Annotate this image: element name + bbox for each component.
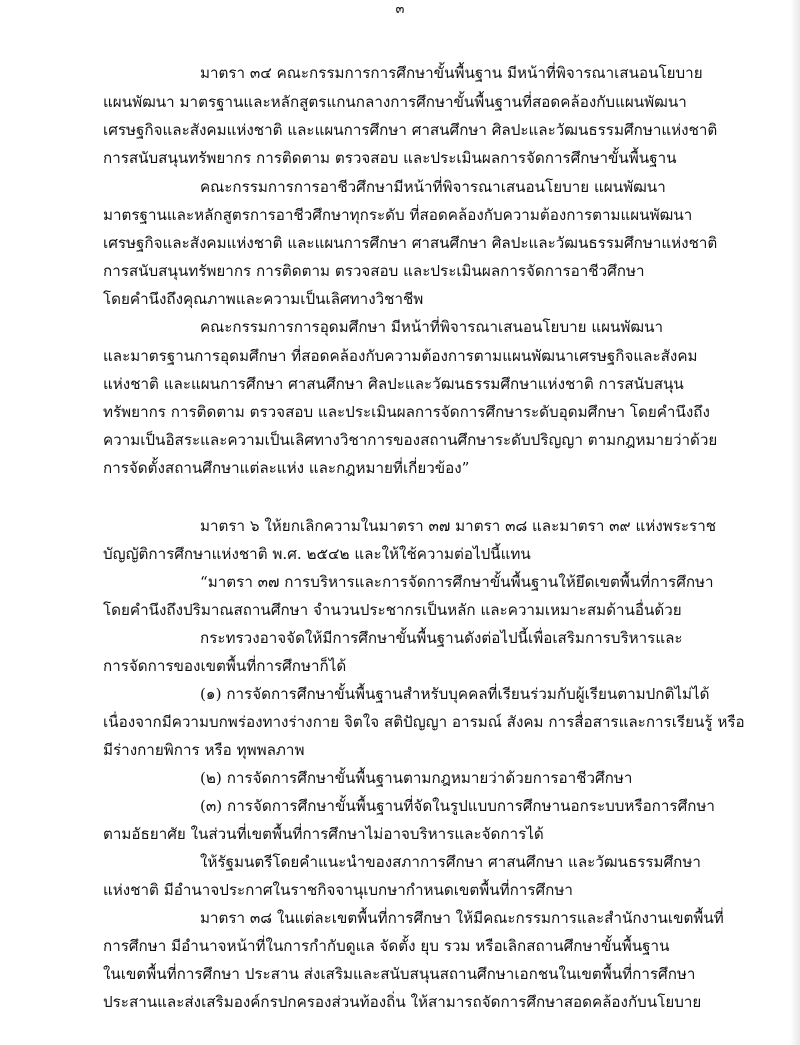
text-line: กระทรวงอาจจัดให้มีการศึกษาขั้นพื้นฐานดังต่อไปนี้เพื่อเสริมการบริหารและ xyxy=(200,629,683,647)
text-line: มีร่างกายพิการ หรือ ทุพพลภาพ xyxy=(103,741,305,759)
text-line: ความเป็นอิสระและความเป็นเลิศทางวิชาการของสถานศึกษาระดับปริญญา ตามกฎหมายว่าด้วย xyxy=(103,431,718,449)
text-line: คณะกรรมการการอุดมศึกษา มีหน้าที่พิจารณาเสนอนโยบาย แผนพัฒนา xyxy=(200,318,664,336)
scan-edge-shadow xyxy=(790,0,800,1045)
text-line: ตามอัธยาศัย ในส่วนที่เขตพื้นที่การศึกษาไม่อาจบริหารและจัดการได้ xyxy=(103,825,544,843)
text-line: การจัดตั้งสถานศึกษาแต่ละแห่ง และกฎหมายที่เกี่ยวข้อง” xyxy=(103,459,470,477)
page-number: ๓ xyxy=(395,2,405,17)
text-line: ทรัพยากร การติดตาม ตรวจสอบ และประเมินผลการจัดการศึกษาระดับอุดมศึกษา โดยคำนึงถึง xyxy=(103,403,710,421)
text-line: มาตรา ๓๘ ในแต่ละเขตพื้นที่การศึกษา ให้มีคณะกรรมการและสำนักงานเขตพื้นที่ xyxy=(200,909,724,927)
text-line: แห่งชาติ มีอำนาจประกาศในราชกิจจานุเบกษากำหนดเขตพื้นที่การศึกษา xyxy=(103,881,573,899)
text-line: และมาตรฐานการอุดมศึกษา ที่สอดคล้องกับความต้องการตามแผนพัฒนาเศรษฐกิจและสังคม xyxy=(103,347,698,365)
text-line: โดยคำนึงถึงปริมาณสถานศึกษา จำนวนประชากรเป็นหลัก และความเหมาะสมด้านอื่นด้วย xyxy=(103,601,682,619)
text-line: ให้รัฐมนตรีโดยคำแนะนำของสภาการศึกษา ศาสนศึกษา และวัฒนธรรมศึกษา xyxy=(200,853,701,871)
text-line: มาตรา ๓๔ คณะกรรมการการศึกษาขั้นพื้นฐาน มีหน้าที่พิจารณาเสนอนโยบาย xyxy=(200,64,703,82)
text-line: การสนับสนุนทรัพยากร การติดตาม ตรวจสอบ และประเมินผลการจัดการอาชีวศึกษา xyxy=(103,262,645,280)
text-line: การศึกษา มีอำนาจหน้าที่ในการกำกับดูแล จัดตั้ง ยุบ รวม หรือเลิกสถานศึกษาขั้นพื้นฐาน xyxy=(103,937,670,955)
text-line: ในเขตพื้นที่การศึกษา ประสาน ส่งเสริมและสนับสนุนสถานศึกษาเอกชนในเขตพื้นที่การศึกษา xyxy=(103,965,696,983)
text-line: มาตรา ๖ ให้ยกเลิกความในมาตรา ๓๗ มาตรา ๓๘ และมาตรา ๓๙ แห่งพระราช xyxy=(200,517,717,535)
text-line: เนื่องจากมีความบกพร่องทางร่างกาย จิตใจ สติปัญญา อารมณ์ สังคม การสื่อสารและการเรียนรู้ หรือ xyxy=(103,713,745,731)
text-line: “มาตรา ๓๗ การบริหารและการจัดการศึกษาขั้นพื้นฐานให้ยึดเขตพื้นที่การศึกษา xyxy=(200,573,714,591)
text-line: เศรษฐกิจและสังคมแห่งชาติ และแผนการศึกษา ศาสนศึกษา ศิลปะและวัฒนธรรมศึกษาแห่งชาติ xyxy=(103,234,718,252)
text-line: (๓) การจัดการศึกษาขั้นพื้นฐานที่จัดในรูปแบบการศึกษานอกระบบหรือการศึกษา xyxy=(200,797,715,815)
text-line: คณะกรรมการการอาชีวศึกษามีหน้าที่พิจารณาเสนอนโยบาย แผนพัฒนา xyxy=(200,178,666,196)
text-line: แผนพัฒนา มาตรฐานและหลักสูตรแกนกลางการศึกษาขั้นพื้นฐานที่สอดคล้องกับแผนพัฒนา xyxy=(103,93,687,111)
text-line: เศรษฐกิจและสังคมแห่งชาติ และแผนการศึกษา ศาสนศึกษา ศิลปะและวัฒนธรรมศึกษาแห่งชาติ xyxy=(103,121,718,139)
text-line: ประสานและส่งเสริมองค์กรปกครองส่วนท้องถิ่น ให้สามารถจัดการศึกษาสอดคล้องกับนโยบาย xyxy=(103,993,702,1011)
text-line: การจัดการของเขตพื้นที่การศึกษาก็ได้ xyxy=(103,657,347,675)
text-line: บัญญัติการศึกษาแห่งชาติ พ.ศ. ๒๕๔๒ และให้ใช้ความต่อไปนี้แทน xyxy=(103,545,531,563)
text-line: (๒) การจัดการศึกษาขั้นพื้นฐานตามกฎหมายว่าด้วยการอาชีวศึกษา xyxy=(200,769,633,787)
text-line: (๑) การจัดการศึกษาขั้นพื้นฐานสำหรับบุคคลที่เรียนร่วมกับผู้เรียนตามปกติไม่ได้ xyxy=(200,685,710,703)
text-line: โดยคำนึงถึงคุณภาพและความเป็นเลิศทางวิชาชีพ xyxy=(103,290,424,308)
text-line: แห่งชาติ และแผนการศึกษา ศาสนศึกษา ศิลปะและวัฒนธรรมศึกษาแห่งชาติ การสนับสนุน xyxy=(103,375,684,393)
text-line: มาตรฐานและหลักสูตรการอาชีวศึกษาทุกระดับ ที่สอดคล้องกับความต้องการตามแผนพัฒนา xyxy=(103,206,693,224)
text-line: การสนับสนุนทรัพยากร การติดตาม ตรวจสอบ และประเมินผลการจัดการศึกษาขั้นพื้นฐาน xyxy=(103,149,677,167)
